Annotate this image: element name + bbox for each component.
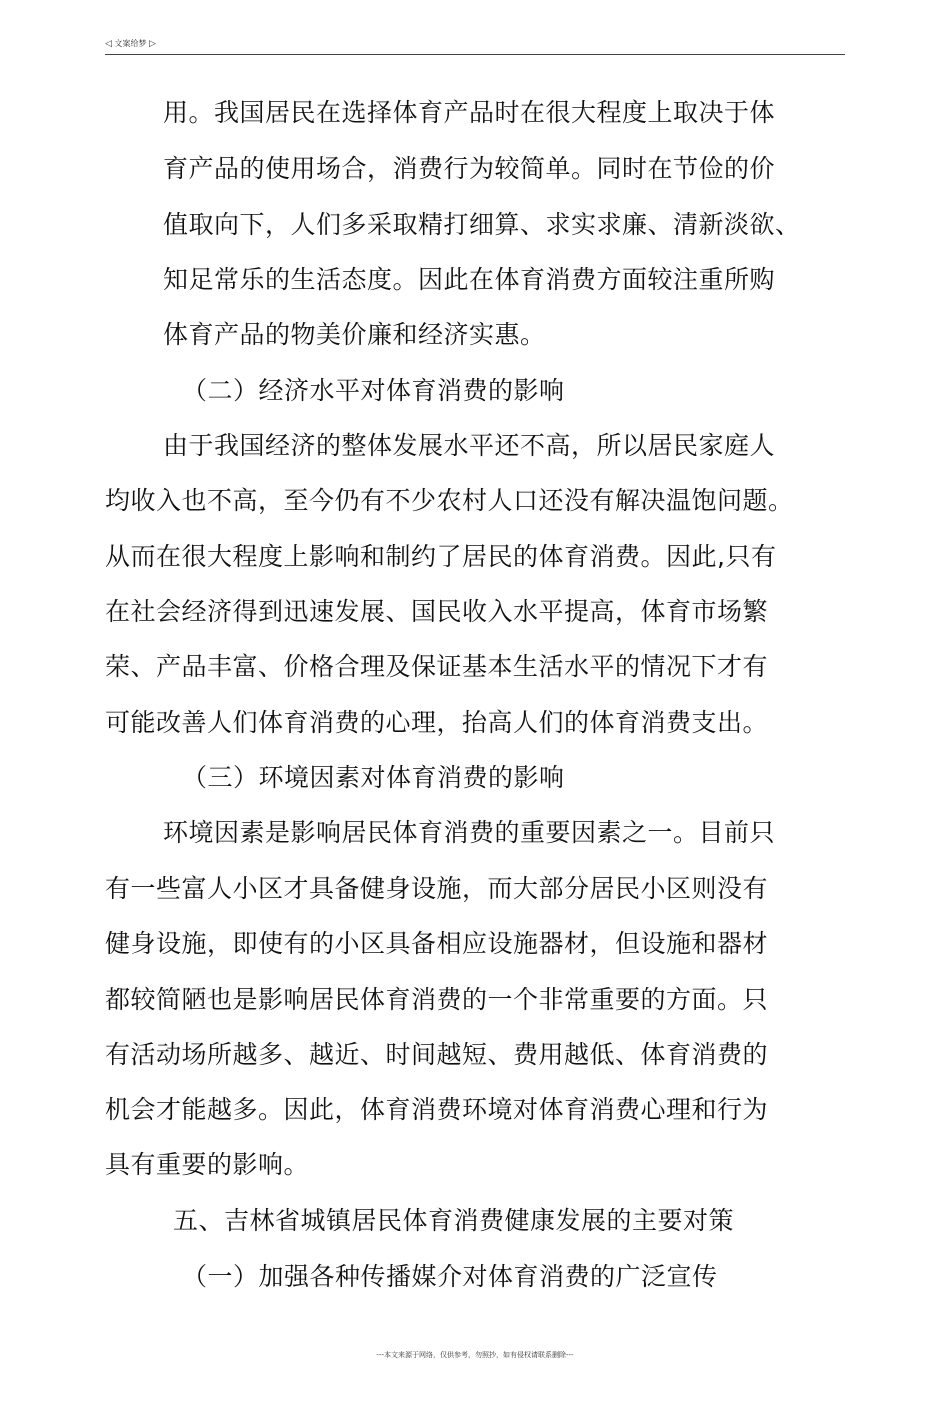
header-title: 文案给梦 bbox=[114, 39, 147, 48]
paragraph-line: 环境因素是影响居民体育消费的重要因素之一。目前只 bbox=[163, 818, 776, 847]
paragraph-line: 健身设施，即使有的小区具备相应设施器材，但设施和器材 bbox=[105, 929, 769, 958]
paragraph-line: 都较简陋也是影响居民体育消费的一个非常重要的方面。只 bbox=[105, 985, 769, 1014]
left-triangle-icon: ◁ bbox=[105, 39, 112, 49]
paragraph-line: 有活动场所越多、越近、时间越短、费用越低、体育消费的 bbox=[105, 1040, 769, 1069]
section-heading: （一）加强各种传播媒介对体育消费的广泛宣传 bbox=[182, 1262, 718, 1291]
paragraph-line: 可能改善人们体育消费的心理，抬高人们的体育消费支出。 bbox=[105, 708, 769, 737]
paragraph-line: 在社会经济得到迅速发展、国民收入水平提高，体育市场繁 bbox=[105, 597, 769, 626]
paragraph-line: 具有重要的影响。 bbox=[105, 1150, 310, 1179]
section-heading: （三）环境因素对体育消费的影响 bbox=[182, 763, 565, 792]
paragraph-line: 用。我国居民在选择体育产品时在很大程度上取决于体 bbox=[163, 98, 776, 127]
paragraph-line: 由于我国经济的整体发展水平还不高，所以居民家庭人 bbox=[163, 431, 776, 460]
paragraph-line: 育产品的使用场合，消费行为较简单。同时在节俭的价 bbox=[163, 154, 776, 183]
paragraph-line: 荣、产品丰富、价格合理及保证基本生活水平的情况下才有 bbox=[105, 652, 769, 681]
section-heading: （二）经济水平对体育消费的影响 bbox=[182, 376, 565, 405]
page-footer: ---本文来源于网络，仅供参考，勿照抄，如有侵权请联系删除--- bbox=[376, 1351, 574, 1359]
paragraph-line: 体育产品的物美价廉和经济实惠。 bbox=[163, 320, 546, 349]
page-header bbox=[105, 38, 845, 55]
paragraph-line: 知足常乐的生活态度。因此在体育消费方面较注重所购 bbox=[163, 265, 776, 294]
paragraph-line: 从而在很大程度上影响和制约了居民的体育消费。因此,只有 bbox=[105, 542, 777, 571]
section-heading: 五、吉林省城镇居民体育消费健康发展的主要对策 bbox=[173, 1206, 735, 1235]
paragraph-line: 有一些富人小区才具备健身设施，而大部分居民小区则没有 bbox=[105, 874, 769, 903]
paragraph-line: 机会才能越多。因此，体育消费环境对体育消费心理和行为 bbox=[105, 1095, 769, 1124]
paragraph-line: 值取向下，人们多采取精打细算、求实求廉、清新淡欲、 bbox=[163, 210, 801, 239]
paragraph-line: 均收入也不高，至今仍有不少农村人口还没有解决温饱问题。 bbox=[105, 486, 794, 515]
right-triangle-icon: ▷ bbox=[149, 39, 156, 49]
